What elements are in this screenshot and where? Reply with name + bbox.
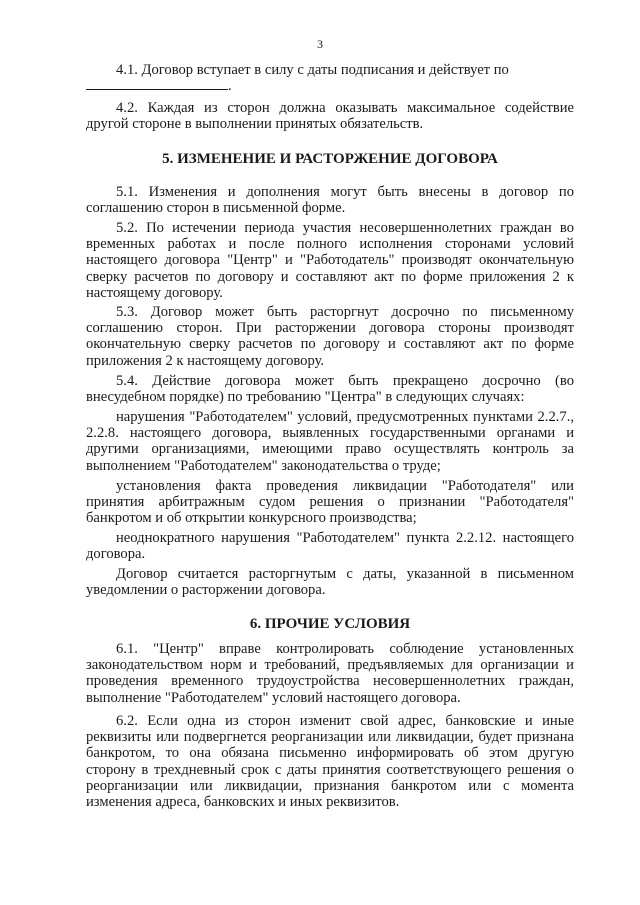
clause-5-2: 5.2. По истечении периода участия несовершеннолетних граждан во временных работах и после полного исполнения сторонами условий настоящего договора "Центр" и "Работодатель" производят окончательную сверку расчетов по договору и составляют акт по форме приложения 2 к настоящему договору. — [86, 220, 574, 301]
clause-4-1-text: 4.1. Договор вступает в силу с даты подписания и действует по — [116, 62, 509, 78]
clause-5-4-item-3: неоднократного нарушения "Работодателем" пункта 2.2.12. настоящего договора. — [86, 530, 574, 563]
blank-line — [86, 78, 228, 90]
page-number: 3 — [317, 37, 323, 51]
section-6-heading: 6. ПРОЧИЕ УСЛОВИЯ — [249, 616, 411, 632]
clause-6-2: 6.2. Если одна из сторон изменит свой адрес, банковские и иные реквизиты или подвергнется реорганизации или ликвидации, будет признана банкротом, то она обязана письменно информировать об этом другую сторону в трехдневный срок с даты принятия соответствующего решения о реорганизации или ликвидации, признания банкротом или с момента изменения адреса, банковских и иных реквизитов. — [86, 713, 574, 811]
clause-5-4-item-2: установления факта проведения ликвидации "Работодателя" или принятия арбитражным судом решения о признании "Работодателя" банкротом и об открытии конкурсного производства; — [86, 478, 574, 527]
clause-4-1 — [86, 62, 574, 94]
clause-5-5: Договор считается расторгнутым с даты, указанной в письменном уведомлении о расторжении договора. — [86, 566, 574, 599]
clause-5-3: 5.3. Договор может быть расторгнут досрочно по письменному соглашению сторон. При расторжении договора стороны производят окончательную сверку расчетов по договору и составляют акт по форме приложения 2 к настоящему договору. — [86, 304, 574, 369]
clause-4-1-end: . — [228, 78, 232, 95]
clause-6-1: 6.1. "Центр" вправе контролировать соблюдение установленных законодательством норм и требований, предъявляемых для организации и проведения временного трудоустройства несовершеннолетних граждан, выполнение "Работодателем" условий настоящего договора. — [86, 641, 574, 706]
clause-4-2: 4.2. Каждая из сторон должна оказывать максимальное содействие другой стороне в выполнении принятых обязательств. — [86, 100, 574, 133]
clause-5-4-item-1: нарушения "Работодателем" условий, предусмотренных пунктами 2.2.7., 2.2.8. настоящего договора, выявленных государственными органами и другими организациями, имеющими право осуществлять контроль за выполнением "Работодателем" законодательства о труде; — [86, 409, 574, 474]
section-5-heading: 5. ИЗМЕНЕНИЕ И РАСТОРЖЕНИЕ ДОГОВОРА — [162, 151, 498, 167]
clause-5-4: 5.4. Действие договора может быть прекращено досрочно (во внесудебном порядке) по требованию "Центра" в следующих случаях: — [86, 373, 574, 406]
clause-5-1: 5.1. Изменения и дополнения могут быть внесены в договор по соглашению сторон в письменной форме. — [86, 184, 574, 217]
